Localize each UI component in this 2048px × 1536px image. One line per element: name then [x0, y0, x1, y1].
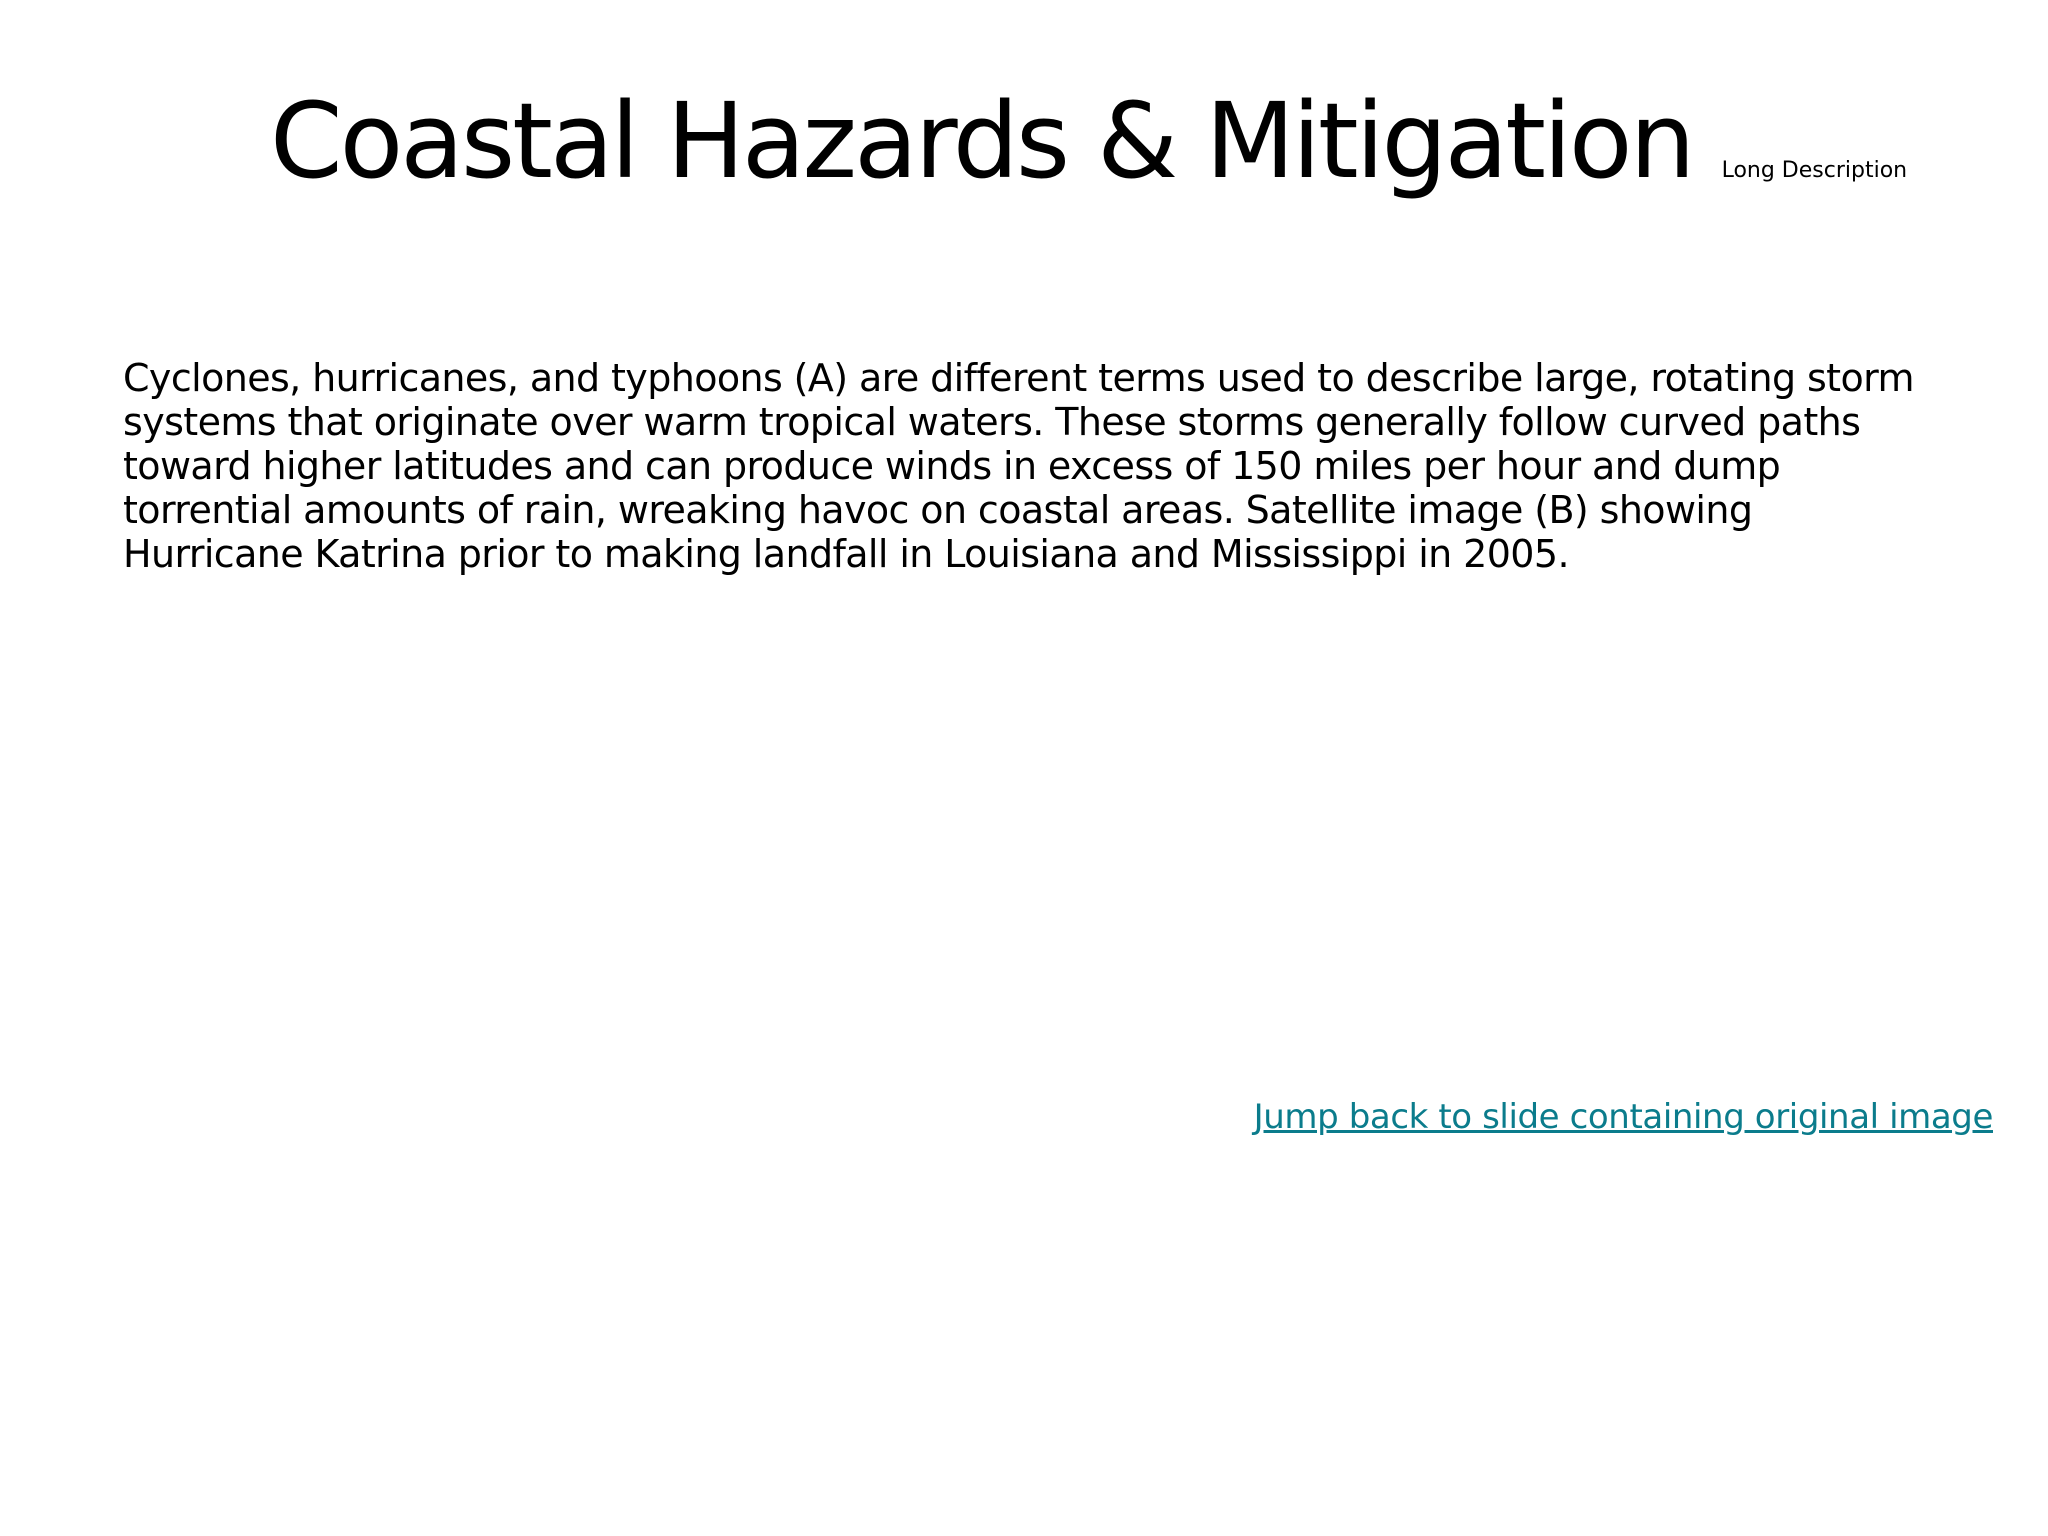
title-row	[270, 82, 1907, 202]
page-title: Coastal Hazards & Mitigation	[270, 80, 1693, 202]
jump-back-link[interactable]: Jump back to slide containing original image	[1253, 1097, 1993, 1137]
description-paragraph: Cyclones, hurricanes, and typhoons (A) are different terms used to describe large, rotating storm systems that originate over warm tropical waters. These storms generally follow curved paths toward higher latitudes and can produce winds in excess of 150 miles per hour and dump torrential amounts of rain, wreaking havoc on coastal areas. Satellite image (B) showing Hurricane Katrina prior to making landfall in Louisiana and Mississippi in 2005.	[123, 356, 1914, 576]
long-description-label: Long Description	[1721, 158, 1908, 183]
